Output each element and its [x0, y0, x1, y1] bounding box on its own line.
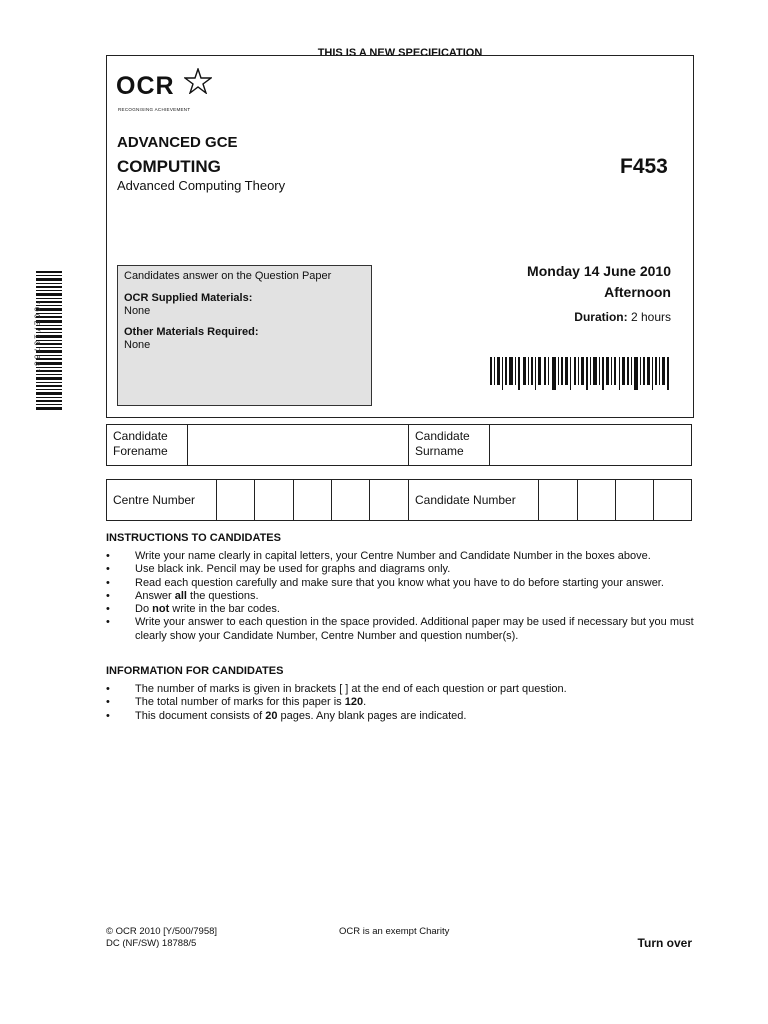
supplied-label: OCR Supplied Materials: — [124, 292, 253, 304]
list-item: • Write your name clearly in capital letters, your Centre Number and Candidate Number in the boxes above. — [106, 550, 651, 562]
exam-date: Monday 14 June 2010 — [527, 263, 671, 279]
candidate-number-box[interactable] — [578, 480, 616, 520]
logo-text: OCR — [116, 72, 175, 100]
centre-number-box[interactable] — [332, 480, 370, 520]
paper-code: F453 — [620, 155, 668, 178]
exam-duration — [574, 310, 671, 324]
candidate-number-box[interactable] — [539, 480, 578, 520]
surname-label: Candidate Surname — [409, 425, 490, 465]
centre-number-label: Centre Number — [107, 480, 217, 520]
centre-number-box[interactable] — [255, 480, 294, 520]
materials-box — [117, 265, 372, 406]
centre-number-box[interactable] — [370, 480, 409, 520]
subject: COMPUTING — [117, 157, 221, 176]
information-heading: INFORMATION FOR CANDIDATES — [106, 665, 284, 677]
star-icon — [184, 68, 212, 94]
candidate-number-label: Candidate Number — [409, 480, 539, 520]
turn-over: Turn over — [637, 936, 692, 950]
candidate-number-box[interactable] — [654, 480, 691, 520]
centre-number-box[interactable] — [294, 480, 332, 520]
instructions-heading: INSTRUCTIONS TO CANDIDATES — [106, 532, 281, 544]
instructions-list — [106, 550, 706, 643]
forename-field[interactable] — [188, 425, 409, 465]
supplied-value: None — [124, 305, 151, 317]
logo-tagline: RECOGNISING ACHIEVEMENT — [118, 107, 191, 112]
list-item: • Do not write in the bar codes. — [106, 603, 280, 616]
answer-note: Candidates answer on the Question Paper — [124, 270, 332, 282]
duration-label: Duration: — [574, 310, 628, 324]
list-item: • Read each question carefully and make sure that you know what you have to do before starting your answer. — [106, 576, 664, 589]
exam-session: Afternoon — [604, 284, 671, 300]
list-item: • Answer all the questions. — [106, 589, 259, 602]
centre-number-box[interactable] — [217, 480, 255, 520]
candidate-number-box[interactable] — [616, 480, 654, 520]
ocr-logo — [116, 72, 175, 101]
spec-notice: THIS IS A NEW SPECIFICATION — [0, 47, 768, 59]
list-item: • The number of marks is given in brackets [ ] at the end of each question or part question. — [106, 683, 567, 695]
information-list — [106, 683, 706, 723]
document-ref: DC (NF/SW) 18788/5 — [106, 938, 197, 949]
required-value: None — [124, 339, 151, 351]
list-item: • Use black ink. Pencil may be used for graphs and diagrams only. — [106, 563, 451, 576]
paper-title: Advanced Computing Theory — [117, 178, 286, 193]
qualification: ADVANCED GCE — [117, 134, 238, 151]
list-item: • This document consists of 20 pages. Any blank pages are indicated. — [106, 709, 467, 722]
barcode — [490, 357, 670, 390]
duration-value: 2 hours — [630, 310, 671, 324]
side-barcode — [28, 271, 64, 411]
footer-left — [106, 926, 217, 950]
surname-field[interactable] — [490, 425, 691, 465]
candidate-number-grid — [106, 479, 692, 521]
list-item: • Write your answer to each question in the space provided. Additional paper may be used if necessary but you must clearly show your Candidate Number, Centre Number and question number(s). — [106, 616, 694, 642]
charity-note: OCR is an exempt Charity — [339, 926, 450, 937]
forename-label: Candidate Forename — [107, 425, 188, 465]
required-label: Other Materials Required: — [124, 326, 259, 338]
copyright: © OCR 2010 [Y/500/7958] — [106, 926, 218, 937]
list-item: • The total number of marks for this paper is 120. — [106, 696, 367, 709]
candidate-name-grid — [106, 424, 692, 466]
side-barcode-text: *OCE/18788* — [31, 300, 41, 375]
